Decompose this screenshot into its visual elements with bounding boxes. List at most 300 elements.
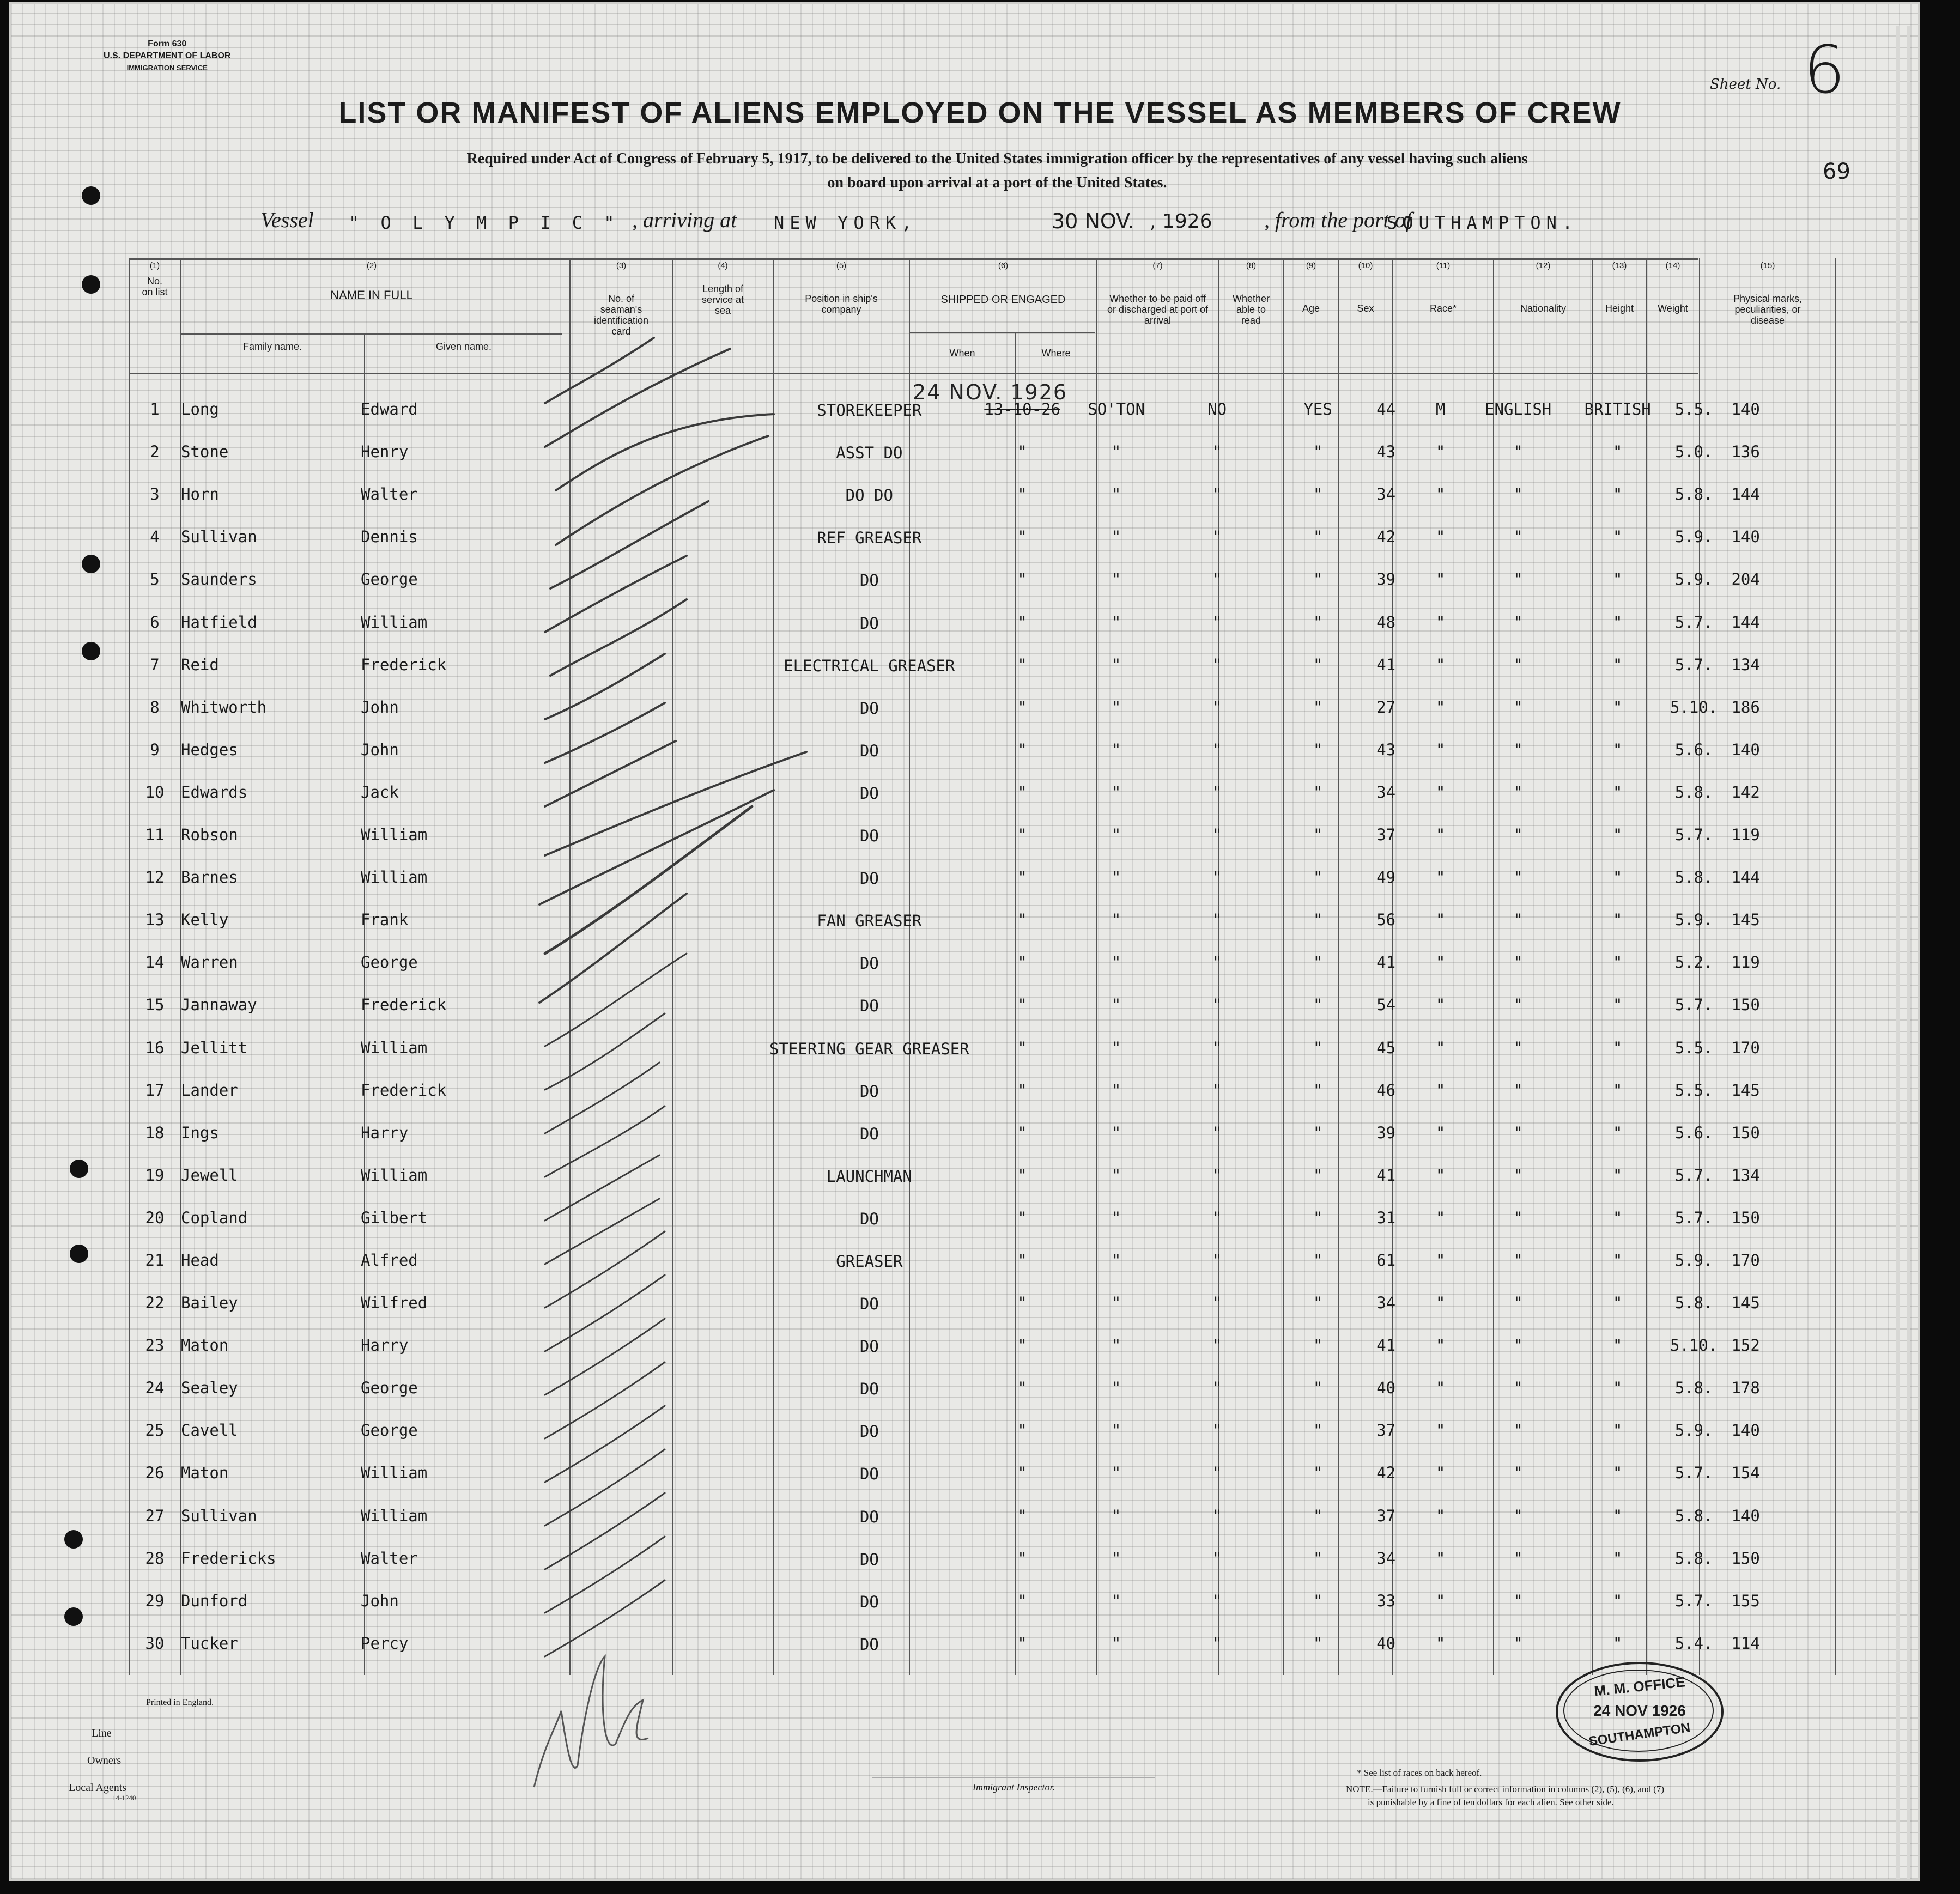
shipped-where-cell: ": [1111, 1506, 1121, 1525]
col14-header: [1647, 260, 1699, 314]
weight-cell: 145: [1731, 1294, 1760, 1313]
shipped-when-cell: ": [1017, 782, 1027, 802]
service-cell-cell: [671, 376, 769, 418]
shipped-where-cell: ": [1111, 1421, 1121, 1440]
col15-header: [1700, 260, 1835, 326]
binder-hole: [64, 1530, 83, 1549]
list-number-cell: 1: [150, 400, 160, 419]
nationality-cell: ": [1612, 1336, 1623, 1355]
list-number-cell: 15: [145, 995, 165, 1015]
col15-num: (15): [1760, 261, 1775, 270]
given-name-cell: Walter: [361, 485, 418, 504]
able-to-read-cell: ": [1313, 995, 1323, 1015]
age-cell: 41: [1376, 655, 1396, 674]
position-cell: DO: [859, 954, 879, 973]
weight-cell: 150: [1731, 1208, 1760, 1227]
shipped-when-cell: ": [1017, 995, 1027, 1015]
table-row: [129, 1057, 1912, 1100]
physical-marks-cell: [1770, 717, 1912, 759]
table-row: [129, 1014, 1912, 1057]
id-card-cell-cell: [573, 674, 671, 717]
footnote-line-1: NOTE.—Failure to furnish full or correct information in columns (2), (5), (6), and (7): [1346, 1784, 1664, 1794]
sex-cell: ": [1435, 570, 1446, 589]
weight-cell: 136: [1731, 442, 1760, 462]
age-cell: 41: [1376, 1165, 1396, 1185]
service-cell-cell: [671, 1227, 769, 1270]
given-name-cell: Harry: [361, 1123, 409, 1142]
height-cell: 5.0.: [1674, 442, 1713, 462]
shipped-when-cell: ": [1017, 1038, 1027, 1057]
shipped-subrule: [910, 332, 1095, 333]
height-cell: 5.5.: [1674, 400, 1713, 419]
height-cell: 5.5.: [1674, 1038, 1713, 1057]
given-name-cell: William: [361, 1165, 428, 1185]
list-number-cell: 5: [150, 570, 160, 589]
given-name-cell: Harry: [361, 1336, 409, 1355]
binder-hole: [82, 186, 100, 205]
race-cell: ENGLISH: [1485, 400, 1552, 419]
table-row: [129, 1525, 1912, 1568]
nationality-cell: ": [1612, 868, 1623, 887]
weight-cell: 150: [1731, 995, 1760, 1015]
shipped-when-cell: 13-10-26: [984, 400, 1060, 419]
service-cell-cell: [671, 1482, 769, 1525]
col11-num: (11): [1436, 261, 1451, 270]
service-cell-cell: [671, 1100, 769, 1142]
paid-off-cell: ": [1212, 995, 1222, 1015]
paid-off-cell: ": [1212, 655, 1222, 674]
family-name-cell: Saunders: [181, 570, 257, 589]
position-cell: DO: [859, 1422, 879, 1441]
form-identifier: [104, 38, 230, 74]
race-cell: ": [1513, 740, 1523, 759]
given-name-cell: John: [361, 740, 399, 759]
family-name-cell: Cavell: [181, 1421, 238, 1440]
physical-marks-cell: [1770, 887, 1912, 929]
physical-marks-cell: [1770, 1482, 1912, 1525]
table-row: [129, 1227, 1912, 1270]
age-cell: 40: [1376, 1634, 1396, 1653]
list-number-cell: 24: [145, 1379, 165, 1398]
nationality-cell: ": [1612, 953, 1623, 972]
age-cell: 39: [1376, 1123, 1396, 1142]
id-card-cell-cell: [573, 1185, 671, 1227]
nationality-cell: ": [1612, 782, 1623, 802]
paid-off-cell: ": [1212, 570, 1222, 589]
vessel-name: " O L Y M P I C ": [349, 213, 620, 233]
position-cell: DO: [859, 571, 879, 590]
given-name-cell: Edward: [361, 400, 418, 419]
position-cell: DO: [859, 1380, 879, 1399]
paid-off-cell: ": [1212, 612, 1222, 632]
paid-off-cell: ": [1212, 1250, 1222, 1270]
race-cell: ": [1513, 527, 1523, 547]
height-cell: 5.7.: [1674, 1464, 1713, 1483]
family-name-cell: Whitworth: [181, 697, 267, 717]
age-cell: 41: [1376, 953, 1396, 972]
shipped-where-cell: ": [1111, 697, 1121, 717]
shipped-when-cell: ": [1017, 1294, 1027, 1313]
form-number: Form 630: [148, 39, 187, 48]
shipped-where-cell: ": [1111, 1038, 1121, 1057]
race-cell: ": [1513, 485, 1523, 504]
nationality-cell: ": [1612, 1549, 1623, 1568]
col6-header: [910, 260, 1096, 305]
paid-off-cell: ": [1212, 1208, 1222, 1227]
able-to-read-cell: ": [1313, 782, 1323, 802]
nationality-cell: ": [1612, 1208, 1623, 1227]
col14-title: Weight: [1658, 303, 1688, 314]
family-name-cell: Fredericks: [181, 1549, 276, 1568]
nationality-cell: ": [1612, 697, 1623, 717]
list-number-cell: 4: [150, 527, 160, 547]
col3-num: (3): [616, 261, 627, 270]
age-cell: 40: [1376, 1379, 1396, 1398]
shipped-where-cell: ": [1111, 953, 1121, 972]
given-name-cell: Percy: [361, 1634, 409, 1653]
race-cell: ": [1513, 953, 1523, 972]
paid-off-cell: ": [1212, 1038, 1222, 1057]
service-cell-cell: [671, 461, 769, 503]
physical-marks-cell: [1770, 1355, 1912, 1397]
age-cell: 37: [1376, 1421, 1396, 1440]
sex-cell: ": [1435, 697, 1446, 717]
able-to-read-cell: ": [1313, 1591, 1323, 1610]
able-to-read-cell: ": [1313, 570, 1323, 589]
shipped-where-cell: ": [1111, 1336, 1121, 1355]
race-cell: ": [1513, 868, 1523, 887]
crew-table: [129, 376, 1912, 1653]
able-to-read-cell: ": [1313, 1379, 1323, 1398]
col2-header: [181, 260, 562, 301]
able-to-read-cell: ": [1313, 655, 1323, 674]
physical-marks-cell: [1770, 802, 1912, 844]
physical-marks-cell: [1770, 1100, 1912, 1142]
table-row: [129, 461, 1912, 503]
physical-marks-cell: [1770, 1142, 1912, 1185]
sex-cell: ": [1435, 1123, 1446, 1142]
weight-cell: 144: [1731, 485, 1760, 504]
race-cell: ": [1513, 1208, 1523, 1227]
height-cell: 5.6.: [1674, 1123, 1713, 1142]
given-name-cell: Frederick: [361, 1080, 447, 1100]
physical-marks-cell: [1770, 1057, 1912, 1100]
sex-cell: ": [1435, 1634, 1446, 1653]
position-cell: DO: [859, 614, 879, 633]
family-name-cell: Warren: [181, 953, 238, 972]
position-cell: DO: [859, 997, 879, 1016]
paid-off-cell: ": [1212, 825, 1222, 845]
shipped-when-cell: ": [1017, 1165, 1027, 1185]
weight-cell: 204: [1731, 570, 1760, 589]
weight-cell: 142: [1731, 782, 1760, 802]
name-subrule: [181, 333, 562, 335]
table-row: [129, 717, 1912, 759]
height-cell: 5.2.: [1674, 953, 1713, 972]
id-card-cell-cell: [573, 759, 671, 802]
shipped-when-cell: ": [1017, 485, 1027, 504]
nationality-cell: ": [1612, 1634, 1623, 1653]
able-to-read-cell: ": [1313, 1208, 1323, 1227]
paid-off-cell: ": [1212, 782, 1222, 802]
sex-cell: ": [1435, 1038, 1446, 1057]
col5-num: (5): [836, 261, 847, 270]
service-cell-cell: [671, 802, 769, 844]
table-row: [129, 674, 1912, 717]
table-row: [129, 1142, 1912, 1185]
age-cell: 41: [1376, 1336, 1396, 1355]
family-name-cell: Maton: [181, 1336, 229, 1355]
race-cell: ": [1513, 825, 1523, 845]
shipped-where-cell: ": [1111, 1464, 1121, 1483]
family-name-cell: Jellitt: [181, 1038, 248, 1057]
shipped-where-cell: ": [1111, 612, 1121, 632]
family-name-cell: Horn: [181, 485, 219, 504]
binder-hole: [64, 1607, 83, 1626]
service-cell-cell: [671, 1610, 769, 1653]
service-cell-cell: [671, 503, 769, 546]
race-cell: ": [1513, 697, 1523, 717]
position-cell: DO: [859, 1592, 879, 1611]
list-number-cell: 27: [145, 1506, 165, 1525]
age-cell: 37: [1376, 1506, 1396, 1525]
age-cell: 27: [1376, 697, 1396, 717]
family-name-cell: Copland: [181, 1208, 248, 1227]
able-to-read-cell: ": [1313, 1464, 1323, 1483]
stamp-top-text: M. M. OFFICE: [1593, 1673, 1686, 1699]
list-number-cell: 6: [150, 612, 160, 632]
weight-cell: 150: [1731, 1549, 1760, 1568]
race-cell: ": [1513, 1080, 1523, 1100]
shipped-when-cell: ": [1017, 1336, 1027, 1355]
height-cell: 5.9.: [1674, 910, 1713, 930]
sex-cell: ": [1435, 782, 1446, 802]
col11-header: [1393, 260, 1493, 314]
height-cell: 5.9.: [1674, 1250, 1713, 1270]
service-cell-cell: [671, 1397, 769, 1440]
inspector-signature: [523, 1635, 665, 1798]
table-row: [129, 844, 1912, 887]
service-cell-cell: [671, 1185, 769, 1227]
shipped-where-cell: ": [1111, 825, 1121, 845]
col12-header: [1494, 260, 1592, 314]
nationality-cell: ": [1612, 655, 1623, 674]
weight-cell: 140: [1731, 1421, 1760, 1440]
family-name-cell: Robson: [181, 825, 238, 845]
given-name-cell: William: [361, 1038, 428, 1057]
height-cell: 5.9.: [1674, 570, 1713, 589]
given-name-cell: Dennis: [361, 527, 418, 547]
id-card-cell-cell: [573, 929, 671, 972]
table-row: [129, 929, 1912, 972]
shipped-where-cell: ": [1111, 527, 1121, 547]
shipped-where-cell: ": [1111, 1549, 1121, 1568]
col7-header: [1097, 260, 1218, 326]
sex-cell: ": [1435, 1208, 1446, 1227]
arrival-year: , 1926: [1150, 210, 1212, 233]
nationality-cell: ": [1612, 1080, 1623, 1100]
family-name-cell: Barnes: [181, 868, 238, 887]
physical-marks-cell: [1770, 759, 1912, 802]
table-row: [129, 887, 1912, 929]
paid-off-cell: ": [1212, 442, 1222, 462]
family-name-cell: Long: [181, 400, 219, 419]
list-number-cell: 8: [150, 697, 160, 717]
given-name-cell: Gilbert: [361, 1208, 428, 1227]
id-card-cell-cell: [573, 1440, 671, 1482]
id-card-cell-cell: [573, 972, 671, 1014]
able-to-read-cell: ": [1313, 868, 1323, 887]
stamp-date: 24 NOV 1926: [1593, 1702, 1686, 1719]
able-to-read-cell: ": [1313, 1549, 1323, 1568]
family-name-cell: Kelly: [181, 910, 229, 930]
weight-cell: 155: [1731, 1591, 1760, 1610]
physical-marks-cell: [1770, 1440, 1912, 1482]
weight-cell: 134: [1731, 1165, 1760, 1185]
physical-marks-cell: [1770, 844, 1912, 887]
physical-marks-cell: [1770, 929, 1912, 972]
weight-cell: 152: [1731, 1336, 1760, 1355]
col8-header: [1219, 260, 1283, 326]
service-cell-cell: [671, 1440, 769, 1482]
sex-cell: ": [1435, 1294, 1446, 1313]
nationality-cell: ": [1612, 1506, 1623, 1525]
shipped-where-cell: ": [1111, 442, 1121, 462]
footnote-line-2: is punishable by a fine of ten dollars for each alien. See other side.: [1368, 1797, 1614, 1807]
age-cell: 34: [1376, 782, 1396, 802]
weight-cell: 170: [1731, 1038, 1760, 1057]
nationality-cell: ": [1612, 527, 1623, 547]
race-cell: ": [1513, 1379, 1523, 1398]
list-number-cell: 10: [145, 782, 165, 802]
nationality-cell: ": [1612, 442, 1623, 462]
sex-cell: ": [1435, 910, 1446, 930]
col1-title: No. on list: [142, 276, 168, 298]
service-cell-cell: [671, 1270, 769, 1312]
age-cell: 61: [1376, 1250, 1396, 1270]
id-card-cell-cell: [573, 1568, 671, 1610]
family-name-cell: Head: [181, 1250, 219, 1270]
list-number-cell: 26: [145, 1464, 165, 1483]
age-cell: 43: [1376, 442, 1396, 462]
id-card-cell-cell: [573, 546, 671, 588]
service-cell-cell: [671, 929, 769, 972]
mm-office-stamp: [1556, 1662, 1724, 1762]
arriving-label: , arriving at: [632, 208, 737, 232]
sex-cell: ": [1435, 1336, 1446, 1355]
weight-cell: 119: [1731, 825, 1760, 845]
able-to-read-cell: ": [1313, 1165, 1323, 1185]
col5-title: Position in ship's company: [805, 293, 878, 315]
given-name-cell: Frank: [361, 910, 409, 930]
shipped-where-cell: ": [1111, 1250, 1121, 1270]
race-cell: ": [1513, 995, 1523, 1015]
list-number-cell: 18: [145, 1123, 165, 1142]
position-cell: DO: [859, 1635, 879, 1654]
physical-marks-cell: [1770, 1610, 1912, 1653]
able-to-read-cell: ": [1313, 697, 1323, 717]
service-cell-cell: [671, 546, 769, 588]
col9-header: [1284, 260, 1338, 314]
col5-header: [774, 260, 909, 315]
sex-cell: ": [1435, 953, 1446, 972]
list-number-cell: 11: [145, 825, 165, 845]
able-to-read-cell: ": [1313, 1506, 1323, 1525]
crew-table-body: [129, 376, 1912, 1653]
physical-marks-cell: [1770, 376, 1912, 418]
list-number-cell: 16: [145, 1038, 165, 1057]
id-card-cell-cell: [573, 844, 671, 887]
id-card-cell-cell: [573, 1100, 671, 1142]
sex-cell: ": [1435, 740, 1446, 759]
paid-off-cell: NO: [1207, 400, 1227, 419]
able-to-read-cell: ": [1313, 825, 1323, 845]
height-cell: 5.4.: [1674, 1634, 1713, 1653]
nationality-cell: ": [1612, 1464, 1623, 1483]
weight-cell: 170: [1731, 1250, 1760, 1270]
col10-header: [1339, 260, 1392, 314]
table-row: [129, 1100, 1912, 1142]
position-cell: DO: [859, 869, 879, 888]
family-name-cell: Sullivan: [181, 527, 257, 547]
paid-off-cell: ": [1212, 697, 1222, 717]
nationality-cell: ": [1612, 570, 1623, 589]
height-cell: 5.7.: [1674, 1208, 1713, 1227]
sex-cell: ": [1435, 527, 1446, 547]
weight-cell: 134: [1731, 655, 1760, 674]
col6-title: SHIPPED OR ENGAGED: [940, 294, 1066, 306]
line-label: Line: [92, 1727, 112, 1739]
col2b-header: Given name.: [435, 341, 492, 352]
shipped-when-cell: ": [1017, 1506, 1027, 1525]
col2-num: (2): [366, 261, 377, 270]
height-cell: 5.8.: [1674, 782, 1713, 802]
table-row: [129, 588, 1912, 631]
sex-cell: ": [1435, 868, 1446, 887]
list-number-cell: 12: [145, 868, 165, 887]
col1-header: [130, 260, 180, 298]
race-cell: ": [1513, 910, 1523, 930]
able-to-read-cell: ": [1313, 527, 1323, 547]
given-name-cell: George: [361, 1379, 418, 1398]
height-cell: 5.7.: [1674, 612, 1713, 632]
service-cell-cell: [671, 759, 769, 802]
shipped-when-cell: ": [1017, 1464, 1027, 1483]
height-cell: 5.7.: [1674, 1591, 1713, 1610]
nationality-cell: ": [1612, 825, 1623, 845]
col6a-header: When: [949, 348, 975, 359]
col9-num: (9): [1306, 261, 1316, 270]
shipped-where-cell: ": [1111, 1379, 1121, 1398]
col6b-header: Where: [1041, 348, 1071, 359]
position-cell: STOREKEEPER: [817, 401, 922, 420]
family-name-cell: Sealey: [181, 1379, 238, 1398]
age-cell: 44: [1376, 400, 1396, 419]
physical-marks-cell: [1770, 1227, 1912, 1270]
table-row: [129, 972, 1912, 1014]
weight-cell: 140: [1731, 1506, 1760, 1525]
binder-hole: [82, 555, 100, 573]
race-cell: ": [1513, 1250, 1523, 1270]
nationality-cell: ": [1612, 1165, 1623, 1185]
inspector-signature-line: [872, 1777, 1155, 1778]
paid-off-cell: ": [1212, 1336, 1222, 1355]
paid-off-cell: ": [1212, 1294, 1222, 1313]
sex-cell: ": [1435, 1165, 1446, 1185]
position-cell: DO: [859, 1124, 879, 1143]
physical-marks-cell: [1770, 1312, 1912, 1355]
sex-cell: ": [1435, 1506, 1446, 1525]
